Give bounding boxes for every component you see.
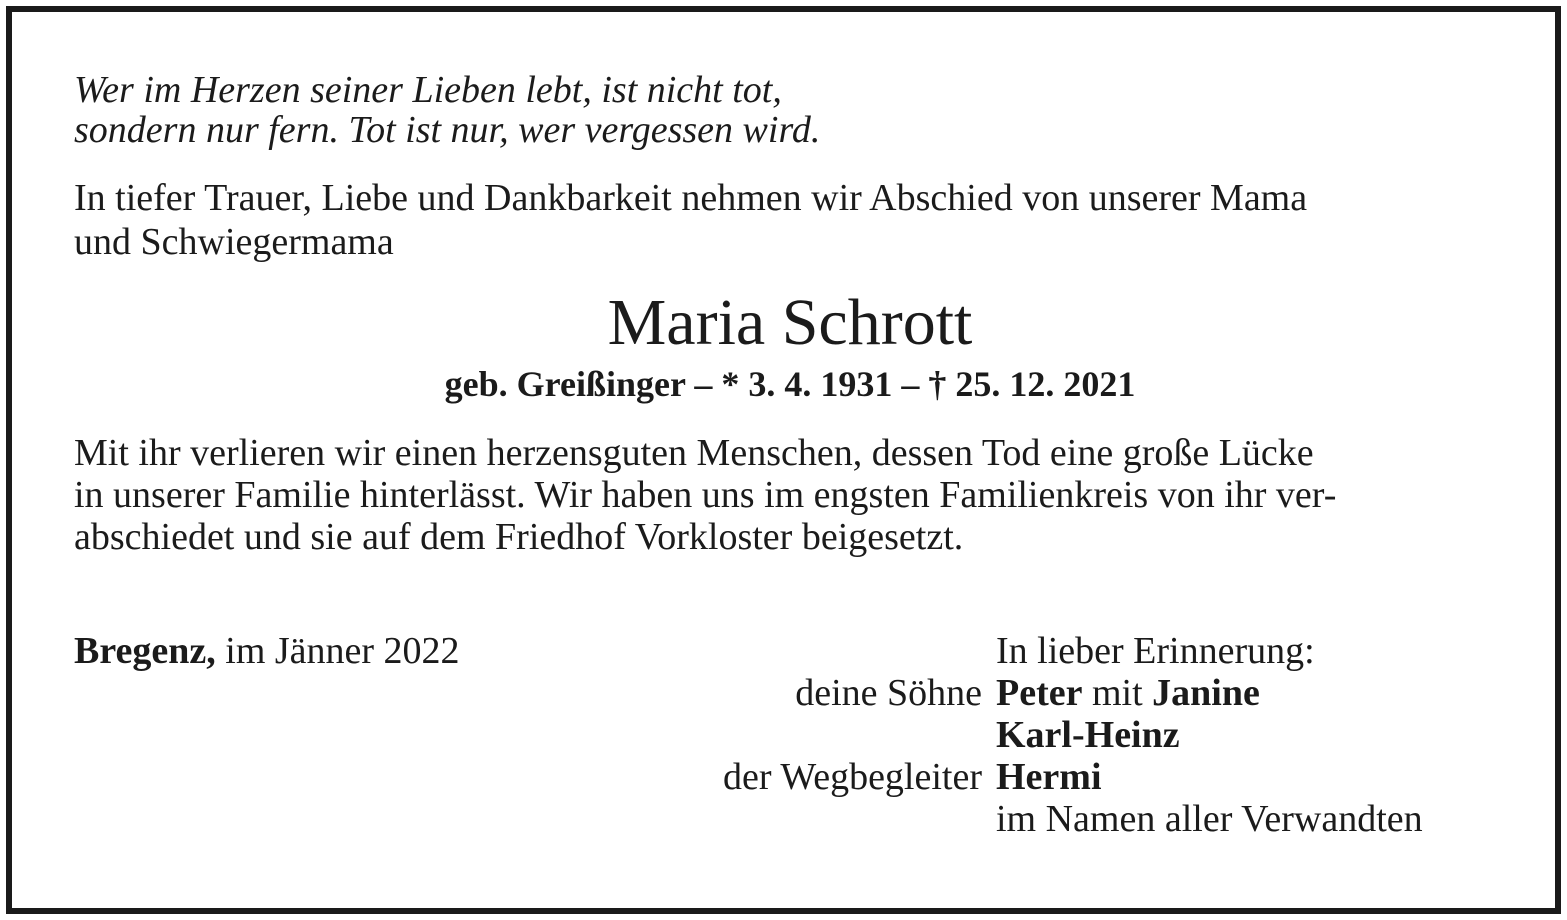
message-line: in unserer Familie hinterlässt. Wir haben uns im engsten Familienkreis von ihr ver- <box>74 474 1337 516</box>
mourners-heading: In lieber Erinnerung: <box>996 630 1315 672</box>
intro-line: und Schwiegermama <box>74 221 394 263</box>
memorial-quote <box>74 70 1494 150</box>
mourners-list <box>654 630 1494 840</box>
mourner-row <box>654 756 1494 798</box>
mourner-connector: mit <box>1091 672 1143 714</box>
mourner-name: Hermi <box>996 756 1102 798</box>
deceased-name: Maria Schrott <box>607 286 973 359</box>
obituary-notice <box>74 70 1494 558</box>
date: im Jänner 2022 <box>225 630 460 672</box>
intro-line: In tiefer Trauer, Liebe und Dankbarkeit nehmen wir Abschied von unserer Mama <box>74 177 1308 219</box>
relatives-note: im Namen aller Verwandten <box>996 798 1423 840</box>
intro-text <box>74 176 1494 264</box>
mourner-name: Karl-Heinz <box>996 714 1180 756</box>
message-line: abschiedet und sie auf dem Friedhof Vorkloster beigesetzt. <box>74 516 964 558</box>
mourners-heading-row <box>654 630 1494 672</box>
message-line: Mit ihr verlieren wir einen herzensguten Menschen, dessen Tod eine große Lücke <box>74 432 1314 474</box>
mourner-row <box>654 714 1494 756</box>
quote-line: sondern nur fern. Tot ist nur, wer vergessen wird. <box>74 109 821 151</box>
message-text <box>74 432 1494 558</box>
place-date <box>74 630 460 672</box>
place: Bregenz, <box>74 630 216 672</box>
mourner-row <box>654 672 1494 714</box>
deceased-details: geb. Greißinger – * 3. 4. 1931 – † 25. 12. 2021 <box>444 364 1136 404</box>
mourner-name: Peter <box>996 672 1083 714</box>
mourner-role: deine Söhne <box>795 672 982 714</box>
quote-line: Wer im Herzen seiner Lieben lebt, ist nicht tot, <box>74 69 782 111</box>
mourner-row <box>654 798 1494 840</box>
mourner-name: Janine <box>1152 672 1260 714</box>
mourner-role: der Wegbegleiter <box>723 756 982 798</box>
